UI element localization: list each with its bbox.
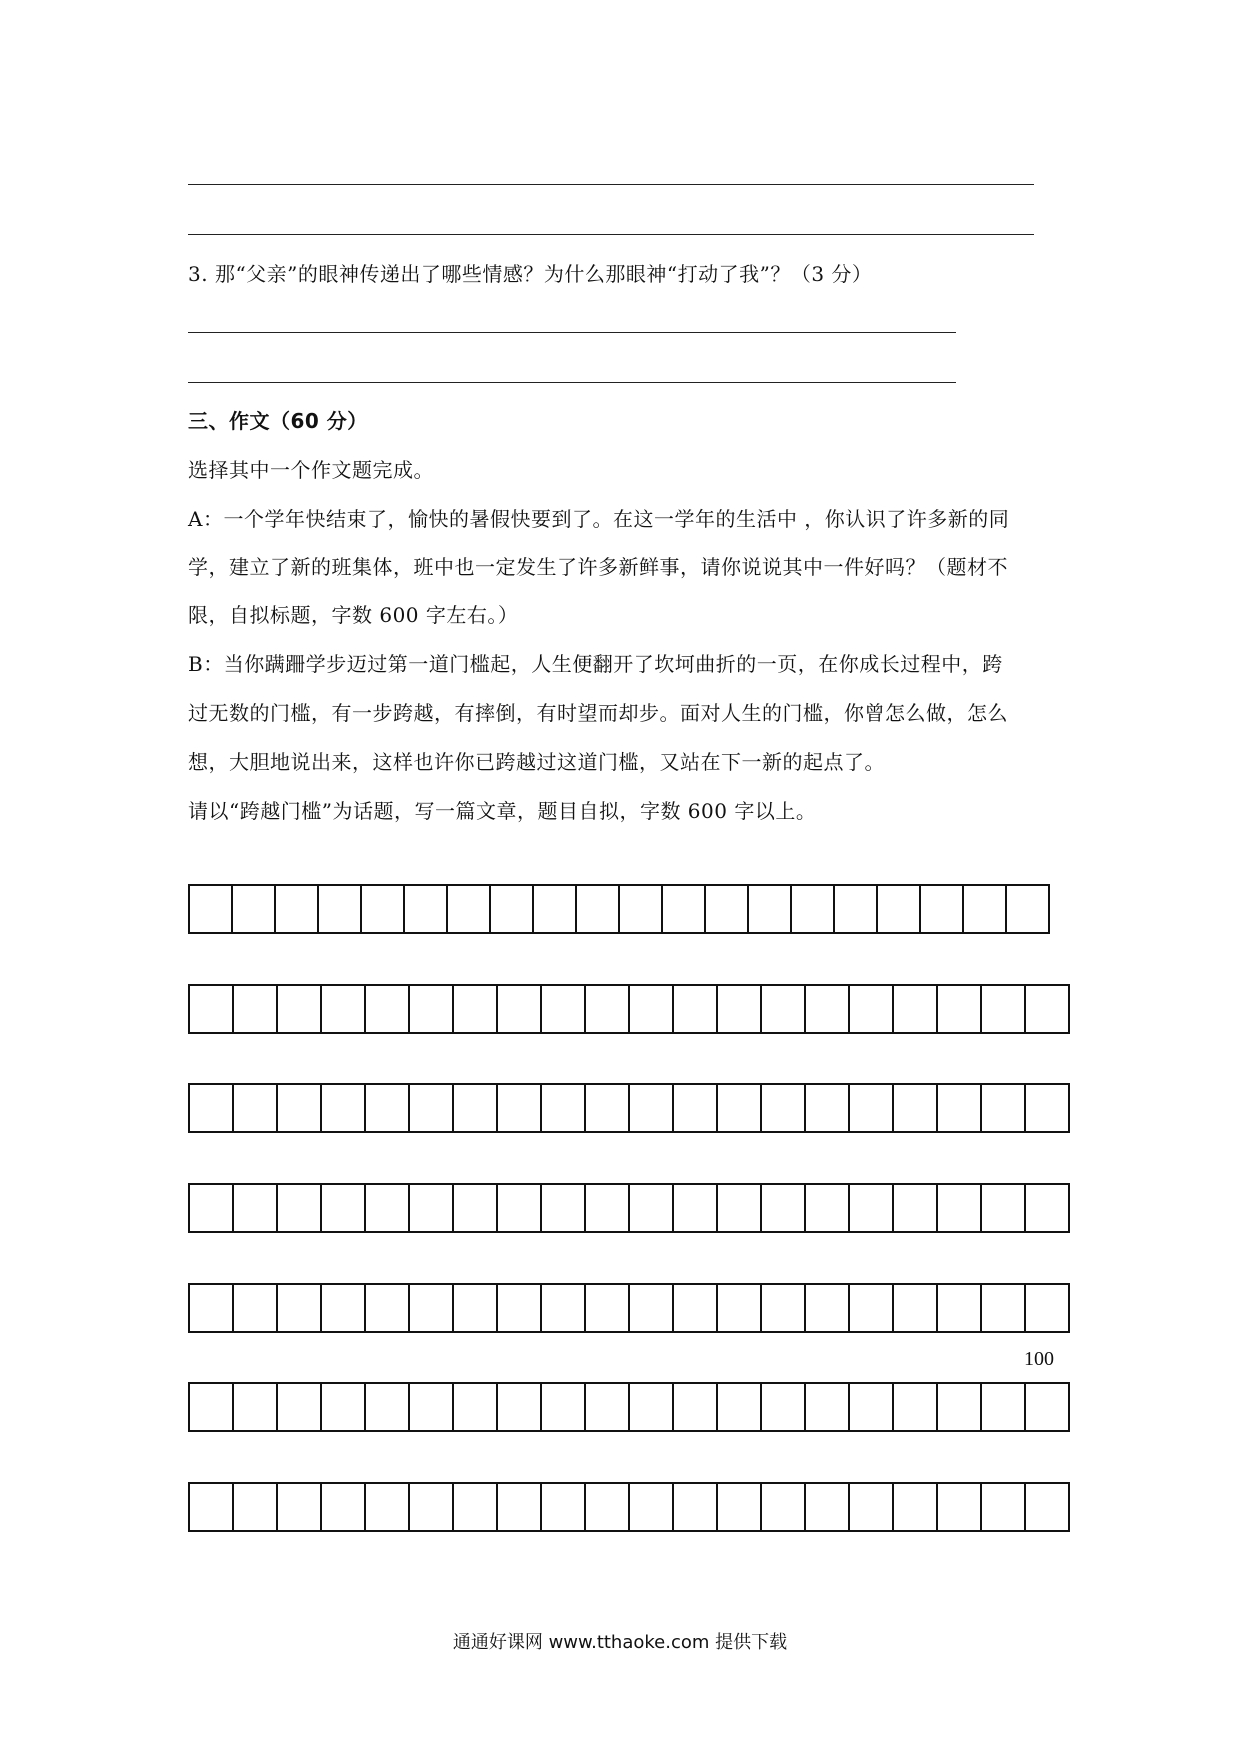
writing-grid-cell[interactable] xyxy=(278,1484,322,1530)
option-a-line: 学，建立了新的班集体，班中也一定发生了许多新鲜事，请你说说其中一件好吗？（题材不 xyxy=(188,555,1008,579)
writing-grid-cell[interactable] xyxy=(498,1484,542,1530)
writing-grid-cell[interactable] xyxy=(674,1384,718,1430)
writing-grid-cell[interactable] xyxy=(234,1384,278,1430)
writing-grid-cell[interactable] xyxy=(233,886,276,932)
writing-grid-cell[interactable] xyxy=(674,1484,718,1530)
writing-grid-cell[interactable] xyxy=(1007,886,1050,932)
writing-grid-cell[interactable] xyxy=(577,886,620,932)
writing-grid-cell[interactable] xyxy=(674,1085,718,1131)
writing-grid-cell[interactable] xyxy=(894,1484,938,1530)
option-b-line: 想，大胆地说出来，这样也许你已跨越过这道门槛，又站在下一新的起点了。 xyxy=(188,750,885,774)
writing-grid-cell[interactable] xyxy=(1026,1285,1070,1331)
writing-grid-cell[interactable] xyxy=(534,886,577,932)
writing-grid-cell[interactable] xyxy=(938,1285,982,1331)
answer-line xyxy=(188,332,956,333)
writing-grid-cell[interactable] xyxy=(586,1085,630,1131)
writing-grid-cell[interactable] xyxy=(938,1085,982,1131)
writing-grid-cell[interactable] xyxy=(190,986,234,1032)
writing-grid-cell[interactable] xyxy=(938,1384,982,1430)
writing-grid-cell[interactable] xyxy=(806,986,850,1032)
writing-grid-cell[interactable] xyxy=(982,1185,1026,1231)
writing-grid-cell[interactable] xyxy=(850,986,894,1032)
writing-grid-cell[interactable] xyxy=(454,1484,498,1530)
writing-grid-cell[interactable] xyxy=(586,1285,630,1331)
writing-grid-cell[interactable] xyxy=(410,1285,454,1331)
writing-grid-cell[interactable] xyxy=(278,1285,322,1331)
writing-grid-cell[interactable] xyxy=(1026,986,1070,1032)
writing-grid-cell[interactable] xyxy=(491,886,534,932)
writing-grid-cell[interactable] xyxy=(938,1185,982,1231)
writing-grid-cell[interactable] xyxy=(190,1384,234,1430)
writing-grid-cell[interactable] xyxy=(850,1085,894,1131)
word-count-marker: 100 xyxy=(1024,1348,1054,1370)
writing-grid-cell[interactable] xyxy=(806,1085,850,1131)
answer-line xyxy=(188,184,1034,185)
writing-grid-cell[interactable] xyxy=(894,1285,938,1331)
writing-grid-cell[interactable] xyxy=(938,986,982,1032)
instruction-text: 选择其中一个作文题完成。 xyxy=(188,458,434,482)
writing-grid-cell[interactable] xyxy=(762,1085,806,1131)
writing-grid-cell[interactable] xyxy=(762,1384,806,1430)
writing-grid-cell[interactable] xyxy=(762,1484,806,1530)
writing-grid-cell[interactable] xyxy=(366,1384,410,1430)
writing-grid-row[interactable] xyxy=(188,1482,1070,1532)
question-3-text: 3. 那“父亲”的眼神传递出了哪些情感？为什么那眼神“打动了我”？（3 分） xyxy=(188,262,873,286)
writing-grid-cell[interactable] xyxy=(366,1285,410,1331)
writing-grid-cell[interactable] xyxy=(366,1185,410,1231)
writing-grid-cell[interactable] xyxy=(894,986,938,1032)
writing-grid-cell[interactable] xyxy=(454,1285,498,1331)
writing-grid-cell[interactable] xyxy=(894,1185,938,1231)
writing-grid-cell[interactable] xyxy=(1026,1484,1070,1530)
writing-grid-cell[interactable] xyxy=(674,1185,718,1231)
writing-grid-cell[interactable] xyxy=(964,886,1007,932)
writing-grid-cell[interactable] xyxy=(454,1384,498,1430)
writing-grid-cell[interactable] xyxy=(542,1484,586,1530)
writing-grid-cell[interactable] xyxy=(322,1285,366,1331)
footer-text: 通通好课网 www.tthaoke.com 提供下载 xyxy=(452,1632,788,1653)
writing-grid-cell[interactable] xyxy=(234,1484,278,1530)
writing-grid-cell[interactable] xyxy=(454,1185,498,1231)
writing-grid-cell[interactable] xyxy=(498,1384,542,1430)
writing-grid-cell[interactable] xyxy=(630,1085,674,1131)
writing-grid-cell[interactable] xyxy=(234,1185,278,1231)
answer-line xyxy=(188,234,1034,235)
writing-grid-cell[interactable] xyxy=(630,1185,674,1231)
writing-grid-row[interactable] xyxy=(188,1083,1070,1133)
writing-grid-cell[interactable] xyxy=(630,1484,674,1530)
writing-grid-cell[interactable] xyxy=(405,886,448,932)
writing-grid-cell[interactable] xyxy=(718,1384,762,1430)
writing-grid-cell[interactable] xyxy=(586,986,630,1032)
writing-grid-cell[interactable] xyxy=(234,1285,278,1331)
writing-grid-cell[interactable] xyxy=(762,1285,806,1331)
writing-grid-cell[interactable] xyxy=(190,1185,234,1231)
writing-grid-cell[interactable] xyxy=(982,1484,1026,1530)
writing-grid-cell[interactable] xyxy=(322,1484,366,1530)
writing-grid-row[interactable] xyxy=(188,1183,1070,1233)
writing-grid-cell[interactable] xyxy=(498,1185,542,1231)
writing-grid-cell[interactable] xyxy=(921,886,964,932)
writing-grid-cell[interactable] xyxy=(850,1384,894,1430)
writing-grid-cell[interactable] xyxy=(322,1085,366,1131)
writing-grid-cell[interactable] xyxy=(234,986,278,1032)
writing-grid-cell[interactable] xyxy=(410,1484,454,1530)
writing-grid-cell[interactable] xyxy=(718,1185,762,1231)
section-title: 三、作文（60 分） xyxy=(188,409,368,433)
writing-grid-cell[interactable] xyxy=(278,1185,322,1231)
writing-grid-cell[interactable] xyxy=(982,1384,1026,1430)
writing-grid-cell[interactable] xyxy=(850,1484,894,1530)
writing-grid-cell[interactable] xyxy=(850,1185,894,1231)
writing-grid-cell[interactable] xyxy=(1026,1384,1070,1430)
writing-grid-cell[interactable] xyxy=(894,1384,938,1430)
writing-grid-cell[interactable] xyxy=(806,1384,850,1430)
writing-grid-cell[interactable] xyxy=(806,1185,850,1231)
writing-grid-cell[interactable] xyxy=(850,1285,894,1331)
writing-grid-cell[interactable] xyxy=(278,1085,322,1131)
writing-grid-cell[interactable] xyxy=(542,1285,586,1331)
writing-grid-cell[interactable] xyxy=(586,1185,630,1231)
writing-grid-cell[interactable] xyxy=(410,986,454,1032)
writing-grid-cell[interactable] xyxy=(792,886,835,932)
writing-grid-cell[interactable] xyxy=(806,1484,850,1530)
writing-grid-cell[interactable] xyxy=(835,886,878,932)
writing-grid-cell[interactable] xyxy=(366,986,410,1032)
writing-grid-cell[interactable] xyxy=(762,986,806,1032)
writing-grid-cell[interactable] xyxy=(190,1085,234,1131)
writing-grid-cell[interactable] xyxy=(498,986,542,1032)
writing-grid-cell[interactable] xyxy=(542,1085,586,1131)
writing-grid-cell[interactable] xyxy=(190,886,233,932)
writing-grid-cell[interactable] xyxy=(278,986,322,1032)
writing-grid-cell[interactable] xyxy=(542,986,586,1032)
writing-grid-cell[interactable] xyxy=(498,1285,542,1331)
writing-grid-cell[interactable] xyxy=(278,1384,322,1430)
writing-grid-cell[interactable] xyxy=(718,986,762,1032)
option-a-line: 限，自拟标题，字数 600 字左右。） xyxy=(188,603,519,627)
writing-grid-cell[interactable] xyxy=(366,1085,410,1131)
writing-grid-cell[interactable] xyxy=(448,886,491,932)
option-b-line: B：当你蹒跚学步迈过第一道门槛起，人生便翻开了坎坷曲折的一页，在你成长过程中，跨 xyxy=(188,652,1003,676)
writing-grid-cell[interactable] xyxy=(234,1085,278,1131)
writing-grid-cell[interactable] xyxy=(749,886,792,932)
topic-prompt: 请以“跨越门槛”为话题，写一篇文章，题目自拟，字数 600 字以上。 xyxy=(188,799,817,823)
writing-grid-cell[interactable] xyxy=(894,1085,938,1131)
writing-grid-cell[interactable] xyxy=(362,886,405,932)
writing-grid-cell[interactable] xyxy=(276,886,319,932)
writing-grid-cell[interactable] xyxy=(620,886,663,932)
writing-grid-cell[interactable] xyxy=(630,986,674,1032)
option-b-line: 过无数的门槛，有一步跨越，有摔倒，有时望而却步。面对人生的门槛，你曾怎么做，怎么 xyxy=(188,701,1008,725)
writing-grid-cell[interactable] xyxy=(454,1085,498,1131)
writing-grid-cell[interactable] xyxy=(322,1185,366,1231)
writing-grid-row[interactable] xyxy=(188,1382,1070,1432)
writing-grid-cell[interactable] xyxy=(542,1384,586,1430)
writing-grid-cell[interactable] xyxy=(806,1285,850,1331)
writing-grid-cell[interactable] xyxy=(706,886,749,932)
writing-grid-cell[interactable] xyxy=(498,1085,542,1131)
writing-grid-cell[interactable] xyxy=(718,1285,762,1331)
writing-grid-cell[interactable] xyxy=(410,1085,454,1131)
writing-grid-cell[interactable] xyxy=(982,986,1026,1032)
writing-grid-row[interactable] xyxy=(188,1283,1070,1333)
writing-grid-cell[interactable] xyxy=(586,1384,630,1430)
writing-grid-cell[interactable] xyxy=(1026,1085,1070,1131)
writing-grid-cell[interactable] xyxy=(542,1185,586,1231)
writing-grid-cell[interactable] xyxy=(630,1285,674,1331)
option-a-line: A：一个学年快结束了，愉快的暑假快要到了。在这一学年的生活中 ，你认识了许多新的同 xyxy=(188,507,1010,531)
writing-grid-cell[interactable] xyxy=(190,1285,234,1331)
writing-grid-row[interactable] xyxy=(188,884,1050,934)
writing-grid-cell[interactable] xyxy=(454,986,498,1032)
writing-grid-cell[interactable] xyxy=(938,1484,982,1530)
writing-grid-cell[interactable] xyxy=(322,1384,366,1430)
writing-grid-cell[interactable] xyxy=(674,986,718,1032)
writing-grid-row[interactable] xyxy=(188,984,1070,1034)
writing-grid-cell[interactable] xyxy=(630,1384,674,1430)
writing-grid-cell[interactable] xyxy=(410,1384,454,1430)
writing-grid-cell[interactable] xyxy=(1026,1185,1070,1231)
writing-grid-cell[interactable] xyxy=(674,1285,718,1331)
writing-grid-cell[interactable] xyxy=(982,1085,1026,1131)
writing-grid-cell[interactable] xyxy=(663,886,706,932)
writing-grid-cell[interactable] xyxy=(322,986,366,1032)
writing-grid-cell[interactable] xyxy=(718,1085,762,1131)
writing-grid-cell[interactable] xyxy=(366,1484,410,1530)
writing-grid-cell[interactable] xyxy=(586,1484,630,1530)
writing-grid-cell[interactable] xyxy=(319,886,362,932)
writing-grid-cell[interactable] xyxy=(718,1484,762,1530)
writing-grid-cell[interactable] xyxy=(762,1185,806,1231)
writing-grid-cell[interactable] xyxy=(410,1185,454,1231)
writing-grid-cell[interactable] xyxy=(878,886,921,932)
answer-line xyxy=(188,382,956,383)
writing-grid-cell[interactable] xyxy=(982,1285,1026,1331)
writing-grid-cell[interactable] xyxy=(190,1484,234,1530)
